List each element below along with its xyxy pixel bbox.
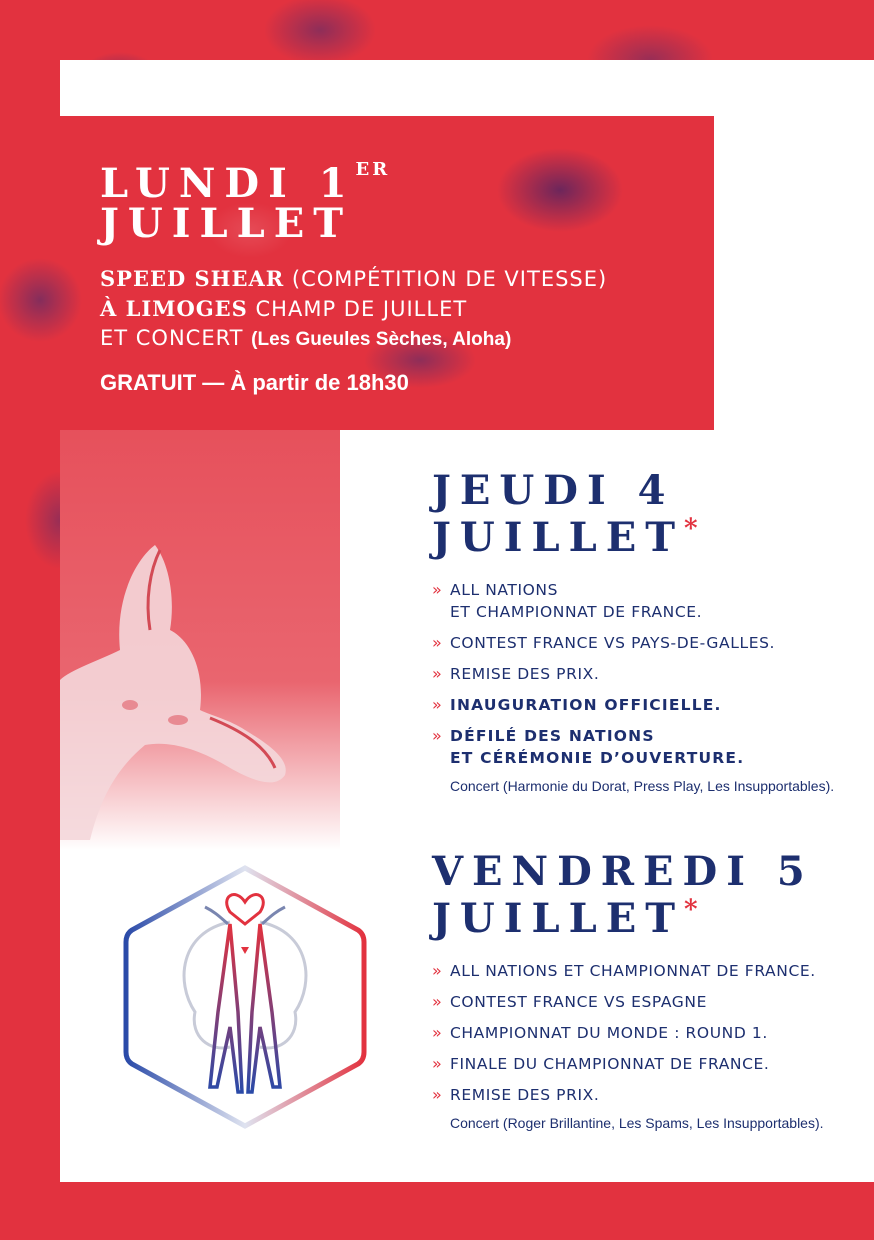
- vendredi-program: [432, 960, 824, 1106]
- chevron-right-icon: »: [432, 580, 443, 599]
- list-item: » REMISE DES PRIX.: [432, 1085, 600, 1104]
- list-item: » ALL NATIONS ET CHAMPIONNAT DE FRANCE.: [432, 961, 816, 980]
- list-item: » REMISE DES PRIX.: [432, 664, 600, 683]
- jeudi-program: [432, 579, 834, 769]
- chevron-right-icon: »: [432, 695, 443, 714]
- jeudi-block: [432, 467, 835, 794]
- chevron-right-icon: »: [432, 1023, 443, 1042]
- chevron-right-icon: »: [432, 664, 443, 683]
- list-item: » INAUGURATION OFFICIELLE.: [432, 695, 722, 714]
- lundi-block: [100, 150, 607, 396]
- jeudi-title: JEUDI 4 JUILLET*: [432, 467, 698, 561]
- list-item: » CHAMPIONNAT DU MONDE : ROUND 1.: [432, 1023, 768, 1042]
- chevron-right-icon: »: [432, 1054, 443, 1073]
- bottom-red-bar: [0, 1182, 874, 1240]
- chevron-right-icon: »: [432, 1085, 443, 1104]
- lundi-details: SPEED SHEAR (COMPÉTITION DE VITESSE) À LIMOGES CHAMP DE JUILLET ET CONCERT (Les Gueules Sèches, Aloha): [100, 266, 608, 350]
- chevron-right-icon: »: [432, 726, 443, 745]
- asterisk-icon: *: [684, 514, 698, 544]
- jeudi-concert: Concert (Harmonie du Dorat, Press Play, Les Insupportables).: [450, 778, 835, 794]
- chevron-right-icon: »: [432, 992, 443, 1011]
- list-item: » ALL NATIONS ET CHAMPIONNAT DE FRANCE.: [432, 580, 703, 621]
- lundi-title: LUNDI 1ER JUILLET: [100, 159, 391, 247]
- vendredi-concert: Concert (Roger Brillantine, Les Spams, Les Insupportables).: [450, 1115, 824, 1131]
- list-item: » CONTEST FRANCE VS ESPAGNE: [432, 992, 707, 1011]
- list-item: » FINALE DU CHAMPIONNAT DE FRANCE.: [432, 1054, 770, 1073]
- vendredi-block: [432, 848, 824, 1131]
- chevron-right-icon: »: [432, 961, 443, 980]
- asterisk-icon: *: [684, 895, 698, 925]
- chevron-right-icon: »: [432, 633, 443, 652]
- sheep-hexagon-logo-icon: [120, 862, 370, 1132]
- sheep-head-icon: [60, 540, 300, 840]
- lundi-free-entry: GRATUIT — À partir de 18h30: [100, 370, 409, 395]
- list-item: » CONTEST FRANCE VS PAYS-DE-GALLES.: [432, 633, 776, 652]
- right-white-band: [714, 60, 874, 440]
- list-item: » DÉFILÉ DES NATIONS ET CÉRÉMONIE D’OUVERTURE.: [432, 726, 745, 767]
- vendredi-title: VENDREDI 5 JUILLET*: [432, 848, 814, 942]
